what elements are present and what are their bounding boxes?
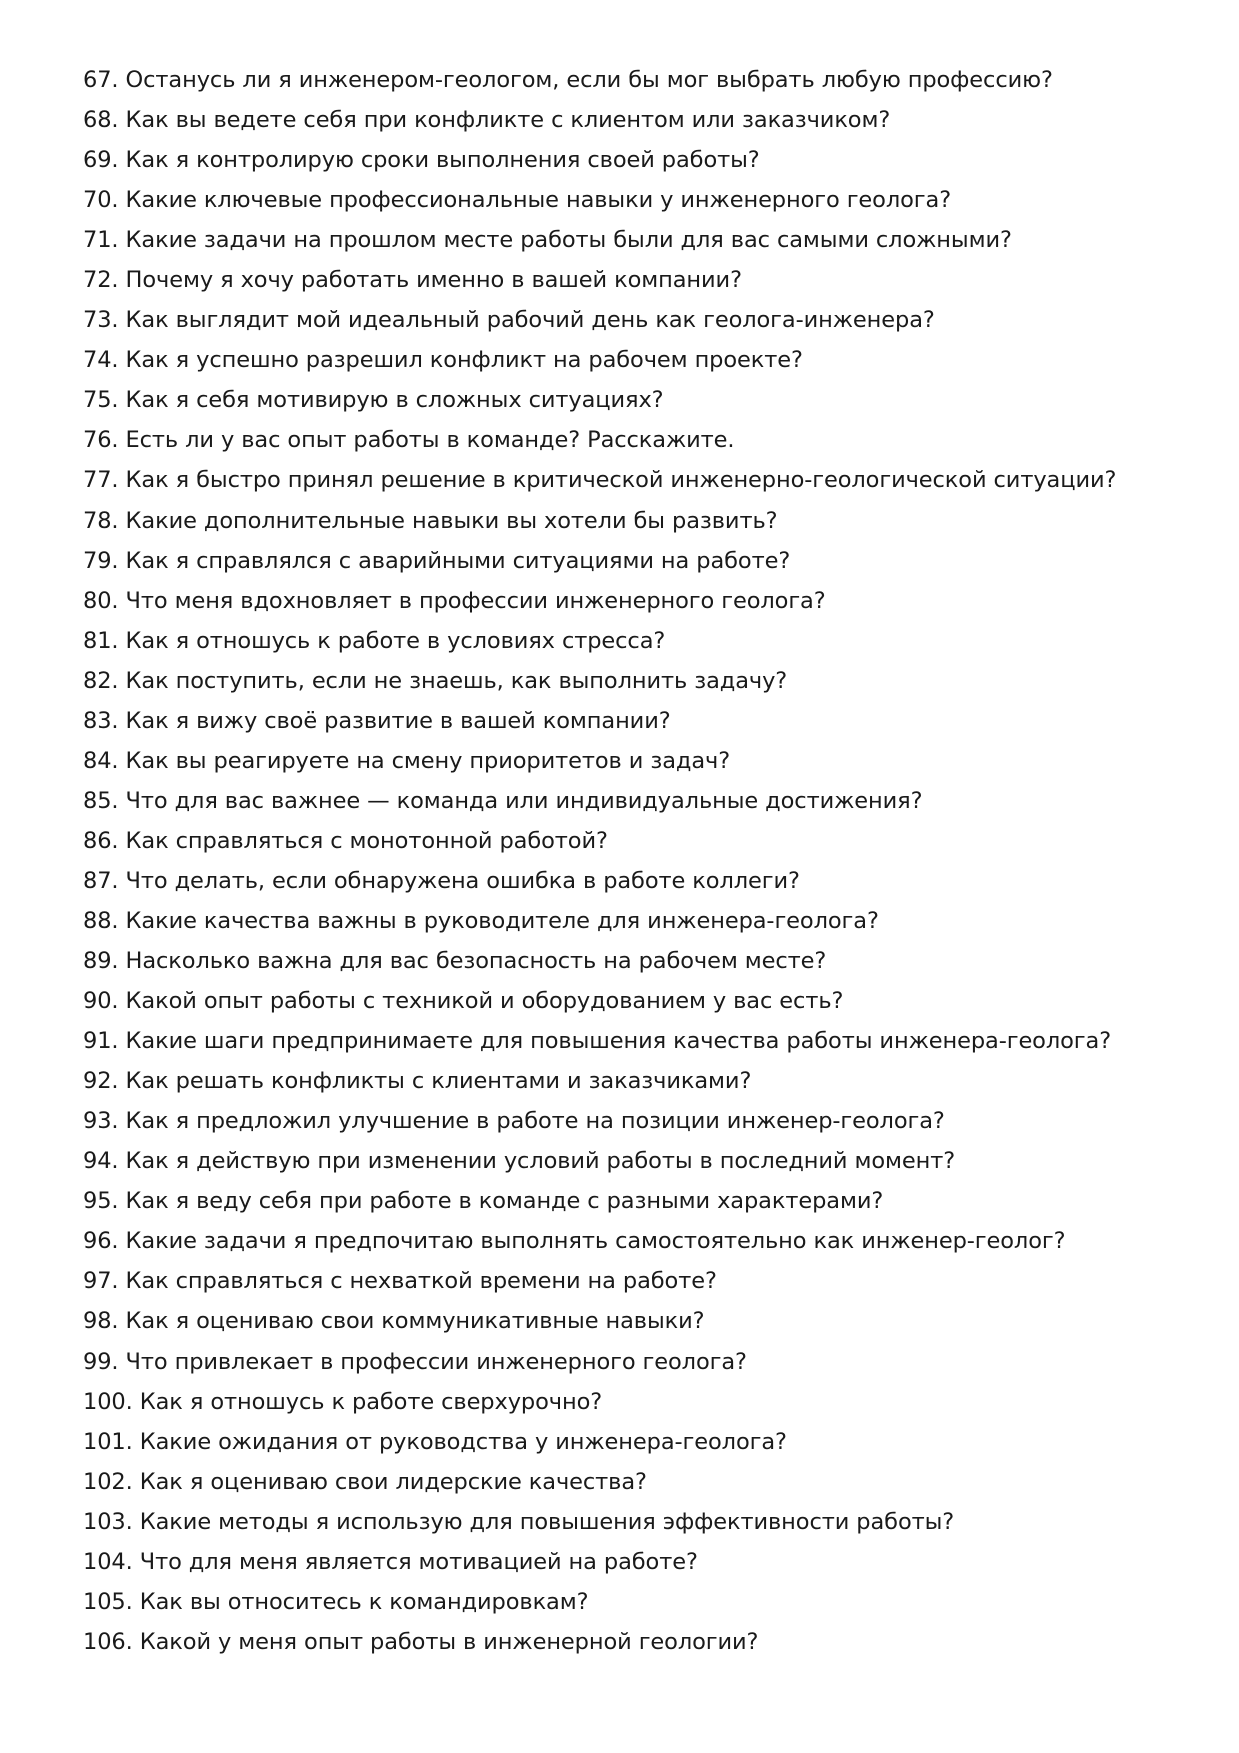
list-item: 78. Какие дополнительные навыки вы хотели бы развить? bbox=[83, 507, 778, 534]
list-item: 72. Почему я хочу работать именно в вашей компании? bbox=[83, 267, 742, 294]
list-item: 106. Какой у меня опыт работы в инженерной геологии? bbox=[83, 1628, 759, 1655]
list-item: 84. Как вы реагируете на смену приоритетов и задач? bbox=[83, 747, 731, 774]
list-item: 67. Останусь ли я инженером-геологом, если бы мог выбрать любую профессию? bbox=[83, 67, 1053, 93]
list-item: 79. Как я справлялся с аварийными ситуациями на работе? bbox=[83, 547, 791, 574]
list-item: 102. Как я оцениваю свои лидерские качества? bbox=[83, 1468, 647, 1495]
list-item: 76. Есть ли у вас опыт работы в команде? Расскажите. bbox=[83, 427, 735, 454]
list-item: 94. Как я действую при изменении условий работы в последний момент? bbox=[83, 1148, 956, 1175]
list-item: 75. Как я себя мотивирую в сложных ситуациях? bbox=[83, 387, 664, 414]
list-item: 71. Какие задачи на прошлом месте работы были для вас самыми сложными? bbox=[83, 227, 1012, 254]
question-list bbox=[83, 60, 1183, 1662]
list-item: 81. Как я отношусь к работе в условиях стресса? bbox=[83, 627, 666, 654]
list-item: 100. Как я отношусь к работе сверхурочно? bbox=[83, 1388, 603, 1415]
list-item: 70. Какие ключевые профессиональные навыки у инженерного геолога? bbox=[83, 187, 952, 214]
list-item: 97. Как справляться с нехваткой времени на работе? bbox=[83, 1268, 717, 1295]
list-item: 88. Какие качества важны в руководителе для инженера-геолога? bbox=[83, 907, 879, 934]
list-item: 89. Насколько важна для вас безопасность на рабочем месте? bbox=[83, 948, 827, 975]
list-item: 68. Как вы ведете себя при конфликте с клиентом или заказчиком? bbox=[83, 107, 891, 134]
list-item: 74. Как я успешно разрешил конфликт на рабочем проекте? bbox=[83, 347, 803, 374]
list-item: 91. Какие шаги предпринимаете для повышения качества работы инженера-геолога? bbox=[83, 1028, 1112, 1055]
list-item: 98. Как я оцениваю свои коммуникативные навыки? bbox=[83, 1308, 705, 1335]
list-item: 87. Что делать, если обнаружена ошибка в работе коллеги? bbox=[83, 867, 800, 894]
list-item: 73. Как выглядит мой идеальный рабочий день как геолога-инженера? bbox=[83, 307, 935, 334]
list-item: 93. Как я предложил улучшение в работе на позиции инженер-геолога? bbox=[83, 1108, 945, 1135]
list-item: 96. Какие задачи я предпочитаю выполнять самостоятельно как инженер-геолог? bbox=[83, 1228, 1066, 1255]
list-item: 99. Что привлекает в профессии инженерного геолога? bbox=[83, 1348, 747, 1375]
list-item: 80. Что меня вдохновляет в профессии инженерного геолога? bbox=[83, 587, 826, 614]
list-item: 83. Как я вижу своё развитие в вашей компании? bbox=[83, 707, 671, 734]
list-item: 92. Как решать конфликты с клиентами и заказчиками? bbox=[83, 1068, 752, 1095]
list-item: 77. Как я быстро принял решение в критической инженерно-геологической ситуации? bbox=[83, 467, 1117, 494]
list-item: 101. Какие ожидания от руководства у инженера-геолога? bbox=[83, 1428, 787, 1455]
list-item: 103. Какие методы я использую для повышения эффективности работы? bbox=[83, 1508, 955, 1535]
list-item: 95. Как я веду себя при работе в команде с разными характерами? bbox=[83, 1188, 884, 1215]
list-item: 90. Какой опыт работы с техникой и оборудованием у вас есть? bbox=[83, 988, 844, 1015]
list-item: 104. Что для меня является мотивацией на работе? bbox=[83, 1548, 698, 1575]
list-item: 85. Что для вас важнее — команда или индивидуальные достижения? bbox=[83, 787, 923, 814]
list-item: 82. Как поступить, если не знаешь, как выполнить задачу? bbox=[83, 667, 788, 694]
list-item: 105. Как вы относитесь к командировкам? bbox=[83, 1588, 589, 1615]
list-item: 69. Как я контролирую сроки выполнения своей работы? bbox=[83, 147, 760, 174]
list-item: 86. Как справляться с монотонной работой? bbox=[83, 827, 608, 854]
